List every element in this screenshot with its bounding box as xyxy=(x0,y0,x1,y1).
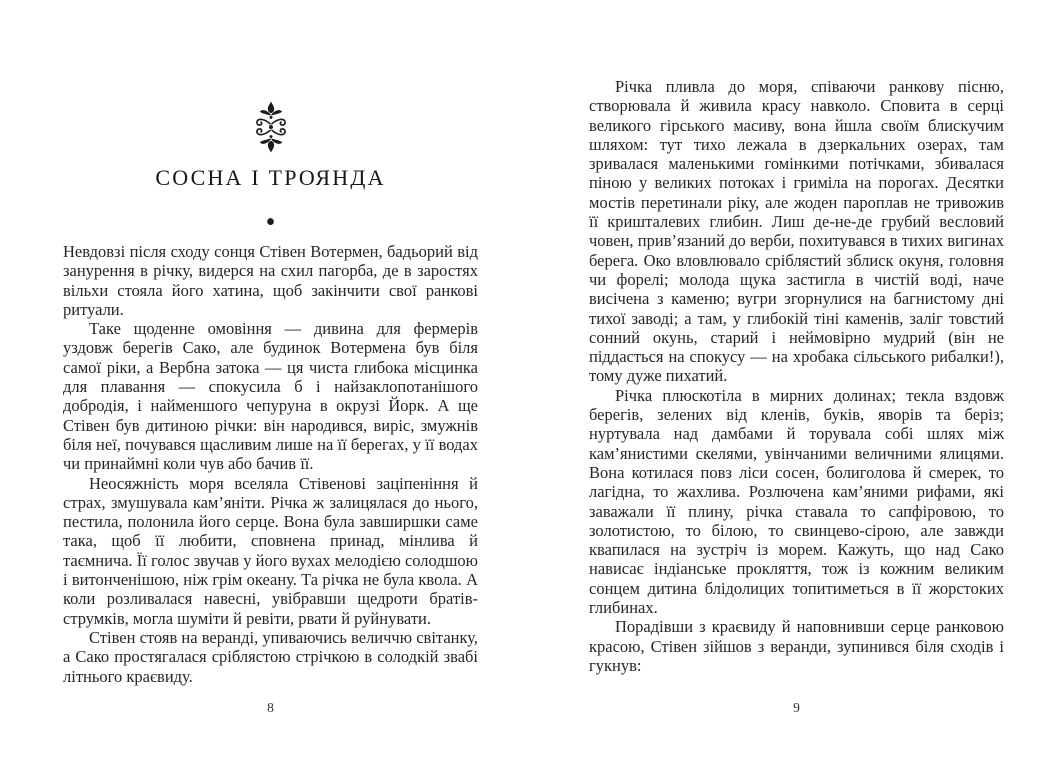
section-separator-dot: • xyxy=(265,207,276,238)
fleuron-ornament-icon xyxy=(63,101,478,158)
page-right xyxy=(589,0,1004,760)
right-page-body xyxy=(589,77,1004,675)
paragraph: Порадівши з краєвиду й наповнивши серце ранковою красою, Стівен зійшов з веранди, зупинився біля сходів і гукнув: xyxy=(589,617,1004,675)
left-page-body xyxy=(63,242,478,686)
paragraph: Таке щоденне омовіння — дивина для фермерів уздовж берегів Сако, але будинок Вотермена був біля самої ріки, а Вербна затока — ця чиста глибока місцинка для плавання — спокусила б і найзаклопотанішого добродія, і найменшого чепуруна в окрузі Йорк. А ще Стівен був дитиною річки: він народився, виріс, змужнів біля неї, почувався щасливим лише на її берегах, у її водах чи принаймні коли чув або бачив її. xyxy=(63,319,478,474)
page-number-right: 9 xyxy=(793,700,800,715)
chapter-title: СОСНА І ТРОЯНДА xyxy=(155,165,386,190)
paragraph: Невдовзі після сходу сонця Стівен Вотермен, бадьорий від занурення в річку, видерся на схил пагорба, де в заростях вільхи стояла його хатина, щоб закінчити свої ранкові ритуали. xyxy=(63,242,478,319)
page-number-left: 8 xyxy=(267,700,274,715)
paragraph: Річка плюскотіла в мирних долинах; текла вздовж берегів, зелених від кленів, буків, яворів та беріз; нуртувала над дамбами й торувала собі шлях між кам’янистими скелями, увінчаними величними ялицями. Вона котилася повз ліси сосен, болиголова й смерек, то лагідна, то жахлива. Розлючена кам’яними рифами, які заважали її плину, річка ставала то сапфіровою, то золотистою, то білою, то свинцево-сірою, але завжди квапилася на зустріч із морем. Кажуть, що над Сако нависає індіанське прокляття, тож із кожним великим сонцем дитина блідолицих топитиметься в її жорстоких глибинах. xyxy=(589,385,1004,618)
paragraph: Неосяжність моря вселяла Стівенові заціпеніння й страх, змушувала кам’яніти. Річка ж залицялася до нього, пестила, полонила його серце. Вона була завширшки саме така, щоб її любити, сповнена принад, мінлива й таємнича. Її голос звучав у його вухах мелодією солодшою і витонченішою, ніж грім океану. Та річка не була квола. А коли розливалася навесні, увібравши щедроти братів-струмків, могла шуміти й ревіти, рвати й руйнувати. xyxy=(63,473,478,628)
paragraph: Річка пливла до моря, співаючи ранкову пісню, створювала й живила красу навколо. Сповита в серці великого гірського масиву, вона йшла своїм блискучим шляхом: тут тихо лежала в дзеркальних озерах, там зривалася маленькими гомінкими потічками, збивалася піною у великих потоках і гриміла на порогах. Десятки мостів перетинали ріку, але жоден пароплав не тривожив її кришталевих глибин. Лиш де-не-де грубий весловий човен, прив’язаний до верби, похитувався в тихих вигинах берега. Око вловлювало сріблястий зблиск окуня, головня чи форелі; молода щука застигла в чистій воді, наче висічена з каменю; вугри згорнулися на багнистому дні тихої заводі; а там, у глибокій тіні каменів, заліг товстий сонний окунь, старий і неймовірно мудрий (він не піддасться на спокусу — на хробака сільського рибалки!), тому дуже пихатий. xyxy=(589,77,1004,386)
paragraph: Стівен стояв на веранді, упиваючись величчю світанку, а Сако простягалася сріблястою стрічкою в солодкій звабі літнього краєвиду. xyxy=(63,627,478,686)
page-left xyxy=(63,0,478,760)
